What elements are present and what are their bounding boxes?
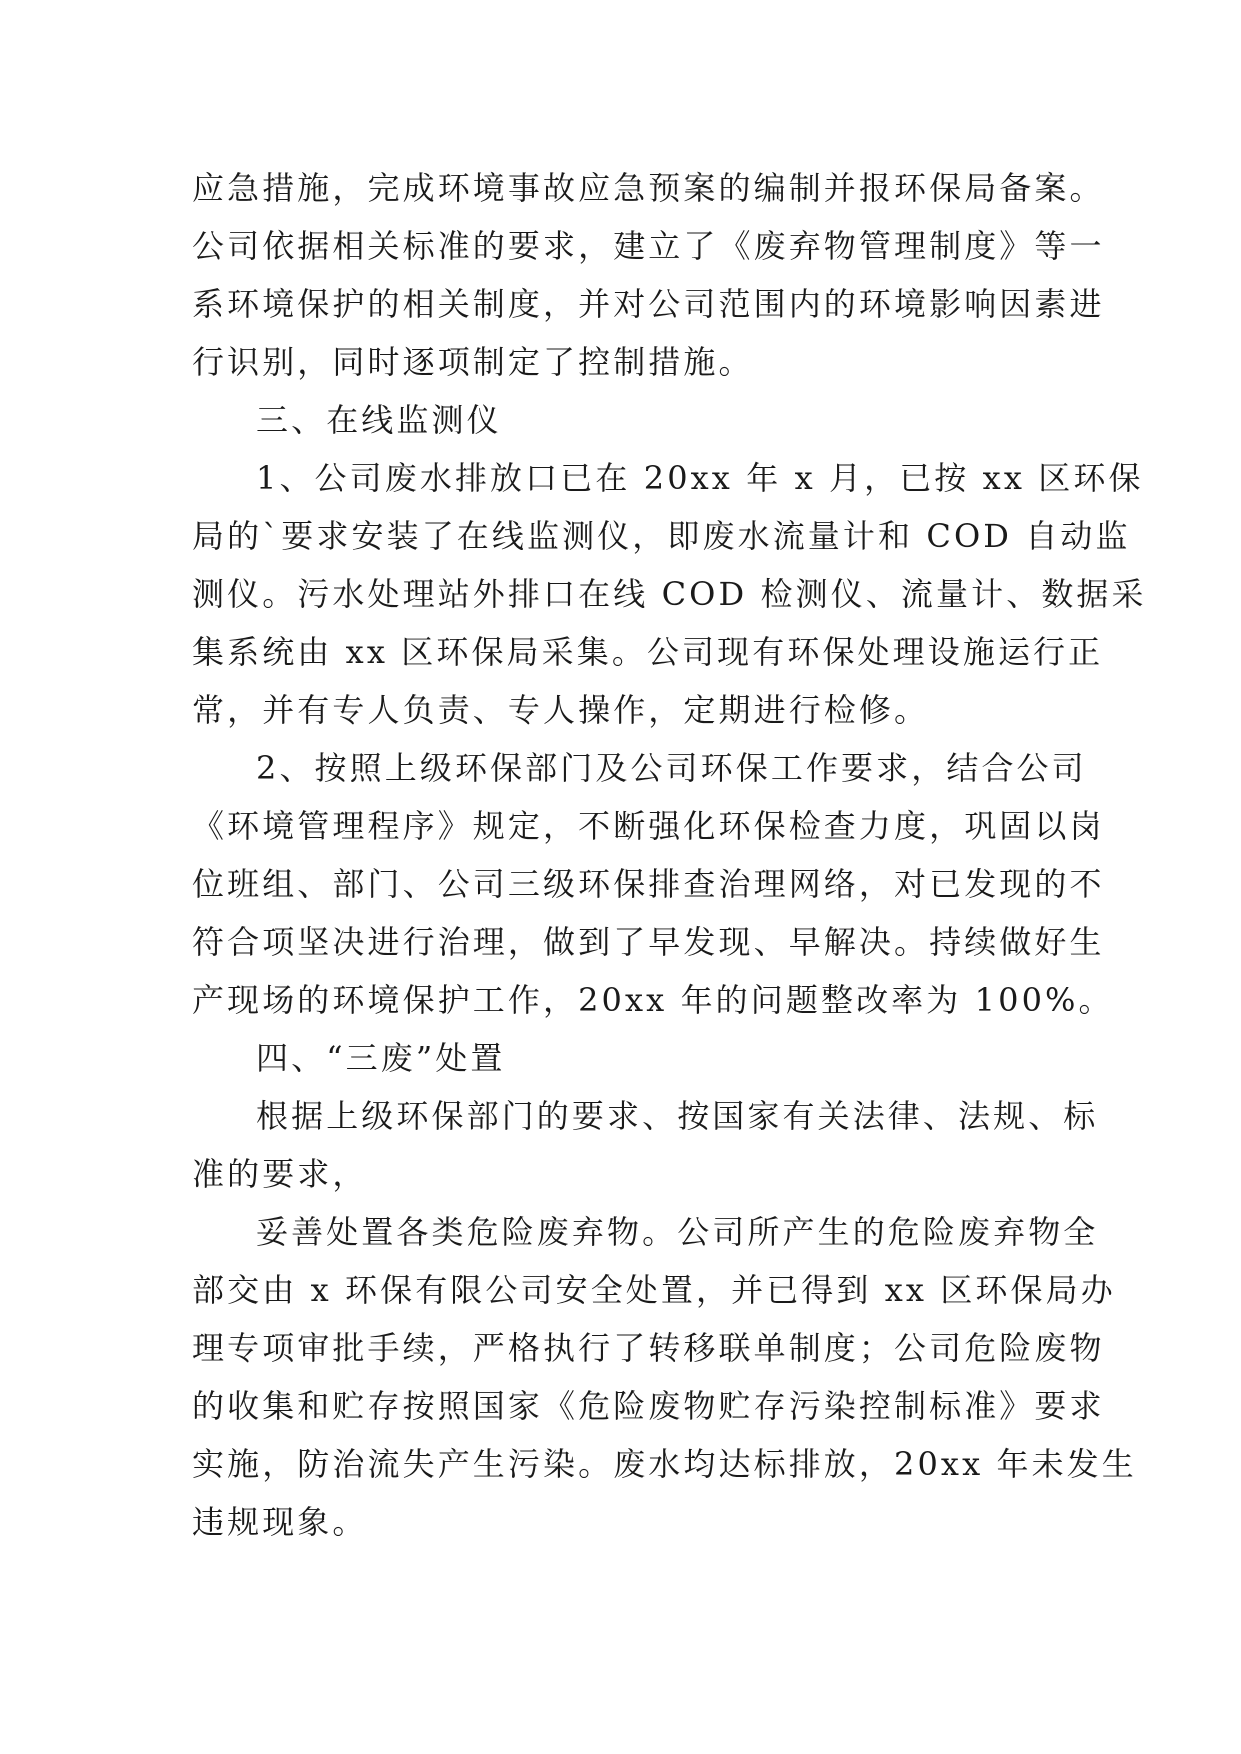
paragraph-line: 根据上级环保部门的要求、按国家有关法律、法规、标 [256, 1097, 1099, 1135]
section-heading: 四、“三废”处置 [256, 1039, 506, 1077]
paragraph-line: 准的要求， [192, 1155, 368, 1193]
paragraph-line: 理专项审批手续，严格执行了转移联单制度；公司危险废物 [192, 1329, 1105, 1367]
paragraph-line: 公司依据相关标准的要求，建立了《废弃物管理制度》等一 [192, 227, 1105, 265]
paragraph-line: 产现场的环境保护工作，20xx 年的问题整改率为 100%。 [192, 981, 1114, 1019]
paragraph-line: 局的`要求安装了在线监测仪，即废水流量计和 COD 自动监 [192, 517, 1131, 555]
paragraph-line: 的收集和贮存按照国家《危险废物贮存污染控制标准》要求 [192, 1387, 1105, 1425]
paragraph-line: 测仪。污水处理站外排口在线 COD 检测仪、流量计、数据采 [192, 575, 1147, 613]
paragraph-line: 集系统由 xx 区环保局采集。公司现有环保处理设施运行正 [192, 633, 1104, 671]
paragraph-line: 符合项坚决进行治理，做到了早发现、早解决。持续做好生 [192, 923, 1105, 961]
document-body [192, 159, 1147, 1551]
section-heading: 三、在线监测仪 [256, 401, 502, 439]
paragraph-line: 违规现象。 [192, 1503, 368, 1541]
paragraph-line: 妥善处置各类危险废弃物。公司所产生的危险废弃物全 [256, 1213, 1099, 1251]
paragraph-line: 应急措施，完成环境事故应急预案的编制并报环保局备案。 [192, 169, 1105, 207]
paragraph-line: 2、按照上级环保部门及公司环保工作要求，结合公司 [256, 749, 1087, 787]
paragraph-line: 位班组、部门、公司三级环保排查治理网络，对已发现的不 [192, 865, 1105, 903]
paragraph-line: 行识别，同时逐项制定了控制措施。 [192, 343, 754, 381]
paragraph-line: 部交由 x 环保有限公司安全处置，并已得到 xx 区环保局办 [192, 1271, 1116, 1309]
paragraph-line: 《环境管理程序》规定，不断强化环保检查力度，巩固以岗 [192, 807, 1105, 845]
paragraph-line: 常，并有专人负责、专人操作，定期进行检修。 [192, 691, 930, 729]
paragraph-line: 实施，防治流失产生污染。废水均达标排放，20xx 年未发生 [192, 1445, 1137, 1483]
paragraph-line: 1、公司废水排放口已在 20xx 年 x 月，已按 xx 区环保 [256, 459, 1144, 497]
paragraph-line: 系环境保护的相关制度，并对公司范围内的环境影响因素进 [192, 285, 1105, 323]
